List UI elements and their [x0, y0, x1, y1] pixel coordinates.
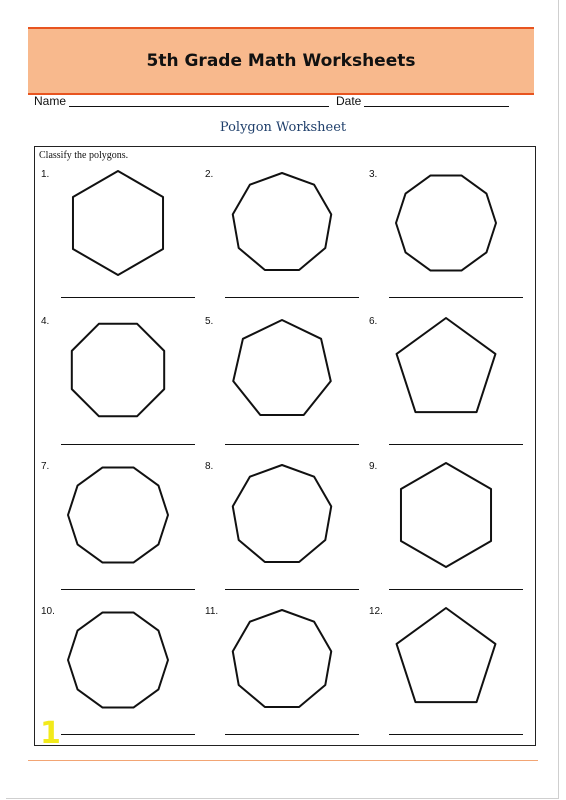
- polygon-outline: [397, 318, 496, 412]
- polygon-box: [34, 146, 536, 746]
- polygon-shape: [227, 460, 337, 570]
- item-number: 3.: [369, 169, 378, 180]
- date-label: Date: [336, 94, 362, 108]
- item-number: 6.: [369, 316, 378, 327]
- name-field-line: [69, 106, 329, 107]
- polygon-outline: [233, 610, 331, 707]
- instructions: Classify the polygons.: [39, 150, 129, 161]
- polygon-shape: [63, 605, 173, 715]
- polygon-shape: [391, 315, 501, 425]
- polygon-outline: [396, 175, 496, 270]
- polygon-item: [363, 590, 527, 735]
- polygon-outline: [72, 324, 164, 416]
- item-number: 9.: [369, 461, 378, 472]
- item-number: 1.: [41, 169, 50, 180]
- answer-line[interactable]: [389, 297, 523, 298]
- item-number: 4.: [41, 316, 50, 327]
- polygon-item: [199, 153, 363, 298]
- polygon-outline: [233, 465, 331, 562]
- worksheet-title: Polygon Worksheet: [219, 120, 347, 135]
- polygon-shape: [63, 168, 173, 278]
- polygon-outline: [401, 463, 491, 567]
- polygon-shape: [63, 460, 173, 570]
- polygon-item: [199, 590, 363, 735]
- answer-line[interactable]: [61, 297, 195, 298]
- polygon-shape: [63, 315, 173, 425]
- polygon-item: [199, 300, 363, 445]
- polygon-outline: [68, 612, 168, 707]
- polygon-outline: [233, 320, 331, 415]
- polygon-shape: [227, 605, 337, 715]
- polygon-item: [35, 590, 199, 735]
- polygon-shape: [391, 460, 501, 570]
- item-number: 10.: [41, 606, 55, 617]
- polygon-item: [363, 445, 527, 590]
- polygon-item: [35, 300, 199, 445]
- header-title: 5th Grade Math Worksheets: [146, 51, 416, 71]
- item-number: 11.: [205, 606, 219, 617]
- polygon-shape: [391, 605, 501, 715]
- item-number: 5.: [205, 316, 214, 327]
- answer-line[interactable]: [61, 734, 195, 735]
- polygon-outline: [397, 608, 496, 702]
- answer-line[interactable]: [389, 734, 523, 735]
- item-number: 12.: [369, 606, 383, 617]
- polygon-outline: [68, 467, 168, 562]
- item-number: 8.: [205, 461, 214, 472]
- polygon-outline: [73, 171, 163, 275]
- date-field-line: [364, 106, 509, 107]
- name-label: Name: [34, 94, 67, 108]
- polygon-item: [35, 445, 199, 590]
- polygon-shape: [227, 168, 337, 278]
- answer-line[interactable]: [225, 297, 359, 298]
- name-date-row: [34, 94, 514, 110]
- item-number: 2.: [205, 169, 214, 180]
- polygon-shape: [391, 168, 501, 278]
- polygon-outline: [233, 173, 331, 270]
- answer-line[interactable]: [225, 734, 359, 735]
- polygon-item: [363, 300, 527, 445]
- polygon-item: [35, 153, 199, 298]
- footer-rule: [28, 760, 538, 761]
- polygon-item: [363, 153, 527, 298]
- polygon-shape: [227, 315, 337, 425]
- polygon-item: [199, 445, 363, 590]
- item-number: 7.: [41, 461, 50, 472]
- corner-mark: 1: [40, 716, 61, 751]
- header-banner: [28, 27, 534, 95]
